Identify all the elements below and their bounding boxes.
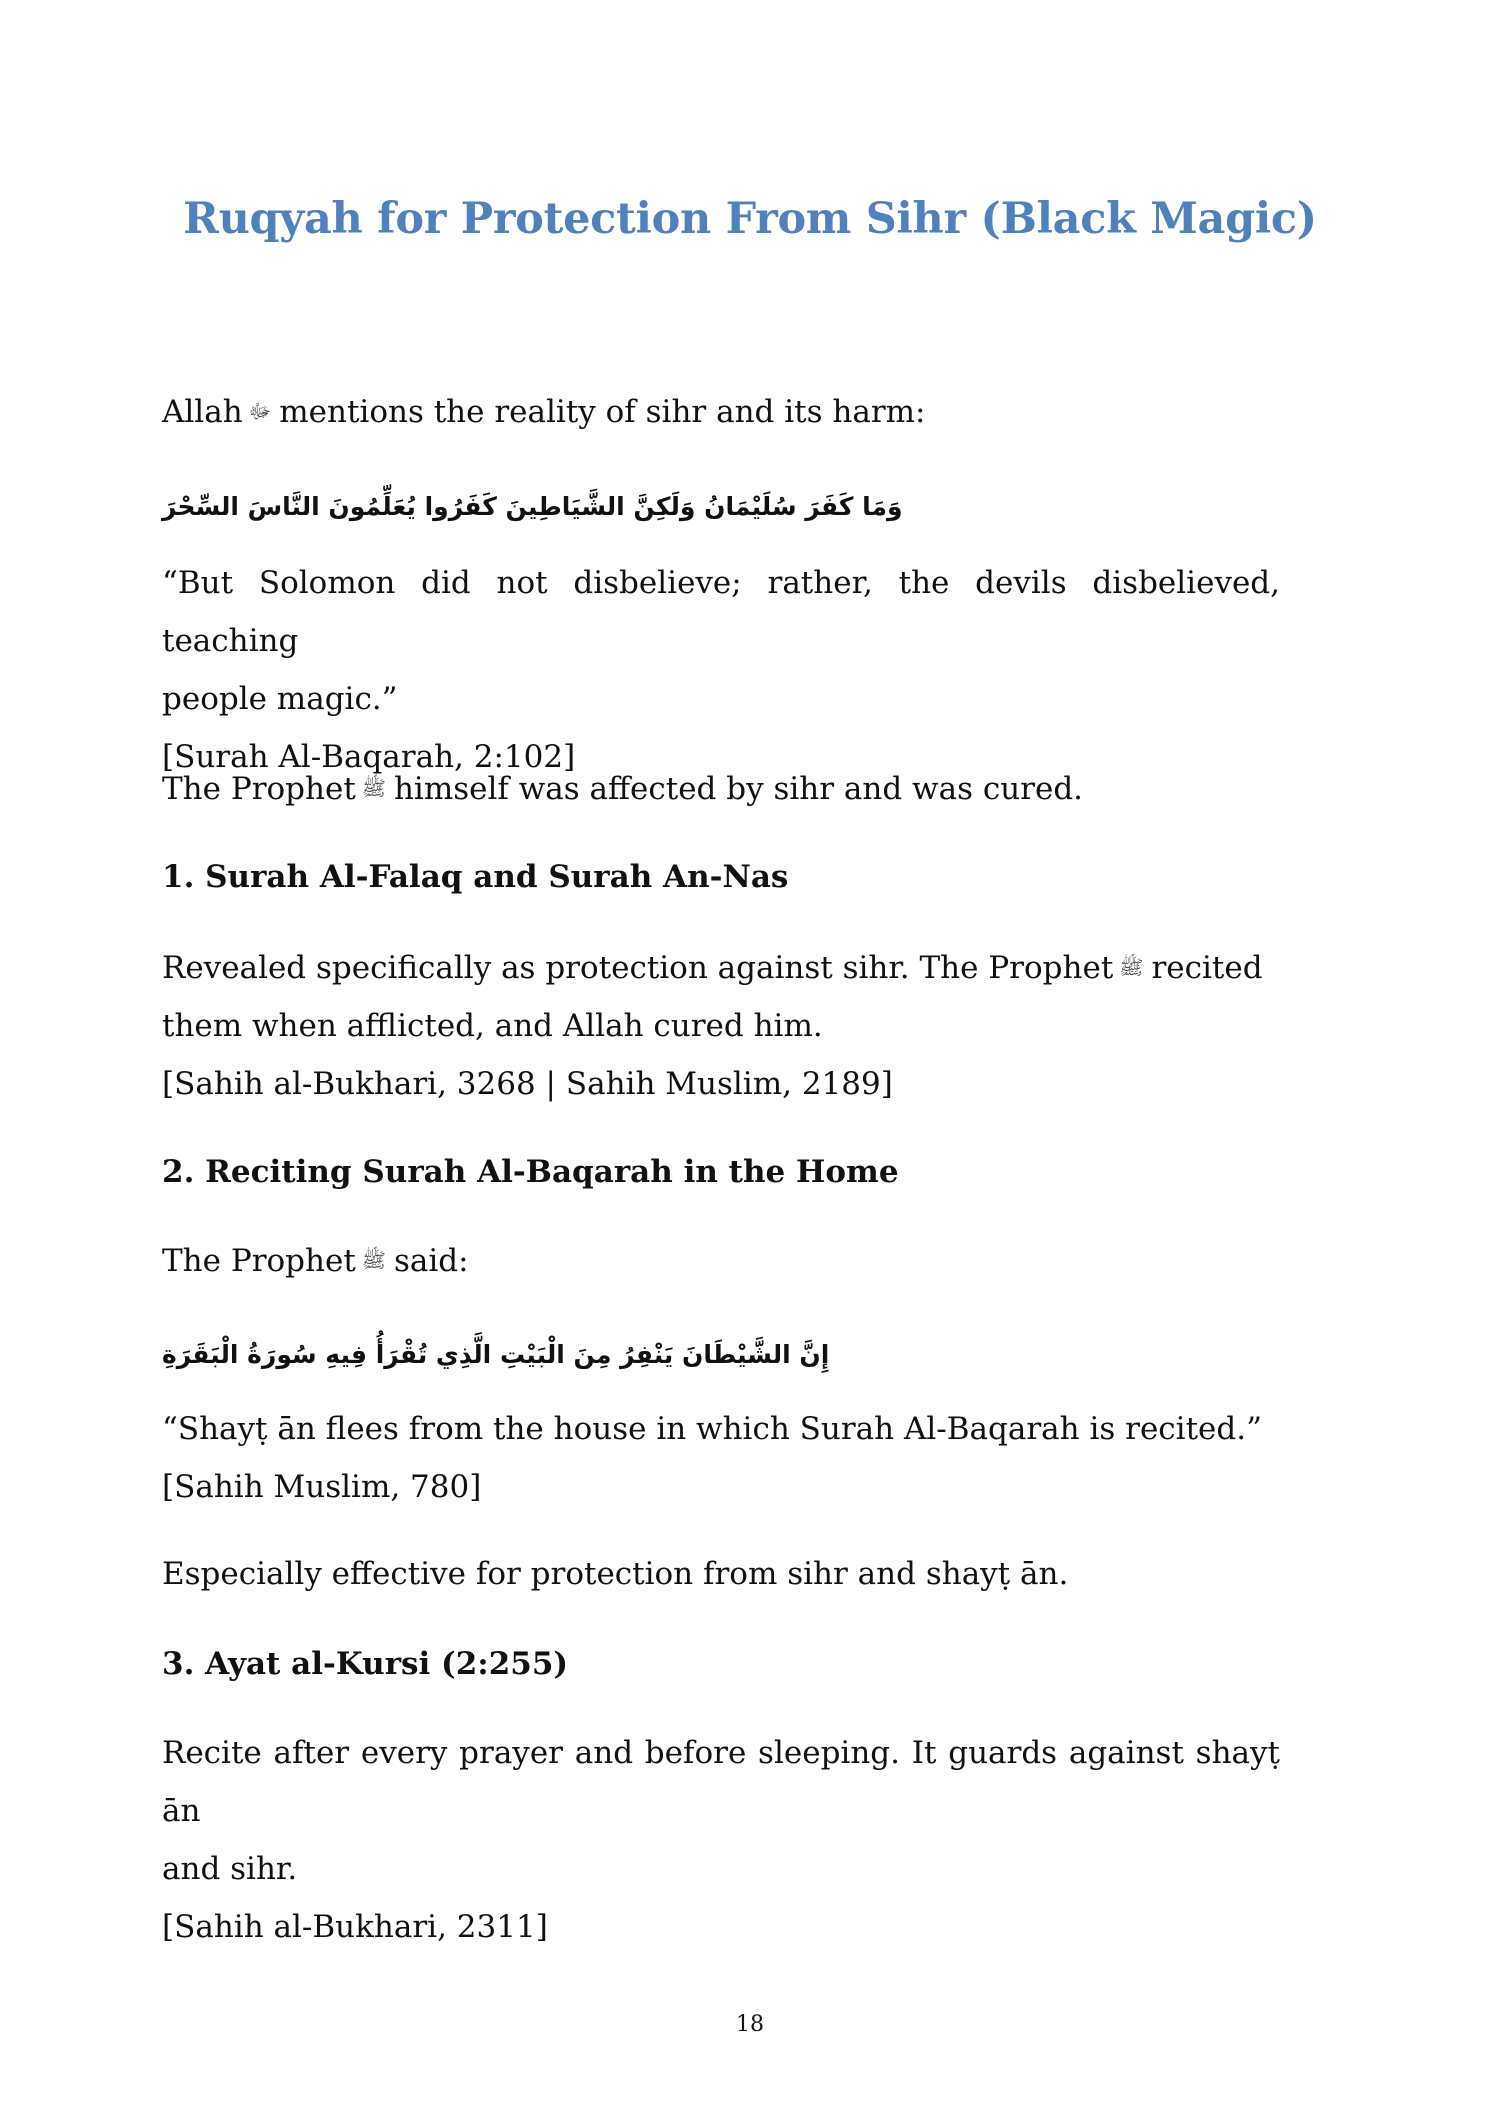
arabic-hadith: إِنَّ الشَّيْطَانَ يَنْفِرُ مِنَ الْبَيْتِ الَّذِي تُقْرَأُ فِيهِ سُورَةُ الْبَقَرَةِ	[162, 1340, 830, 1369]
section-1-text-start: Revealed specifically as protection against sihr. The Prophet	[162, 950, 1114, 986]
hadith-reference: [Sahih Muslim, 780]	[162, 1469, 482, 1505]
arabic-hadith-container	[162, 1335, 829, 1375]
prophet-text-start: The Prophet	[162, 771, 356, 807]
prophet-statement	[162, 759, 1280, 818]
arabic-verse: وَمَا كَفَرَ سُلَيْمَانُ وَلَكِنَّ الشَّيَاطِينَ كَفَرُوا يُعَلِّمُونَ النَّاسَ السِّحْرَ	[162, 492, 903, 521]
section-heading-3: 3. Ayat al-Kursi (2:255)	[162, 1646, 569, 1682]
prophet-text-end: himself was affected by sihr and was cured.	[393, 771, 1084, 807]
verse-reference: [Surah Al-Baqarah, 2:102]	[162, 739, 576, 775]
arabic-verse-container	[162, 487, 902, 527]
section-heading-1: 1. Surah Al-Falaq and Surah An-Nas	[162, 859, 789, 895]
section-1-text-end: recited	[1151, 950, 1263, 986]
section-2-intro-end: said:	[393, 1243, 469, 1279]
section-1-body	[162, 938, 1280, 1113]
section-3-body	[162, 1724, 1280, 1956]
prophet-honorific-icon: ﷺ	[1119, 955, 1144, 979]
section-1-line-2: them when afflicted, and Allah cured him.	[162, 1008, 823, 1044]
section-3-line-1: Recite after every prayer and before sleeping. It guards against shayṭ ān	[162, 1735, 1280, 1829]
section-3-line-2: and sihr.	[162, 1851, 298, 1887]
translation-line-2: people magic.”	[162, 681, 398, 717]
page-number: 18	[736, 2012, 764, 2037]
intro-paragraph	[162, 382, 1280, 441]
prophet-honorific-icon: ﷺ	[361, 776, 386, 800]
page-title: Ruqyah for Protection From Sihr (Black Magic)	[183, 194, 1317, 244]
section-3-reference: [Sahih al-Bukhari, 2311]	[162, 1909, 548, 1945]
section-heading-2: 2. Reciting Surah Al-Baqarah in the Home	[162, 1154, 899, 1190]
section-2-intro	[162, 1231, 1280, 1290]
hadith-translation: “Shayṭ ān flees from the house in which Surah Al-Baqarah is recited.”	[162, 1411, 1262, 1447]
intro-text-end: mentions the reality of sihr and its harm:	[279, 394, 926, 430]
section-2-translation	[162, 1400, 1280, 1516]
section-2-intro-start: The Prophet	[162, 1243, 356, 1279]
prophet-honorific-icon: ﷺ	[361, 1248, 386, 1272]
section-1-line-1	[162, 938, 1280, 997]
allah-honorific-icon: ﷻ	[248, 399, 272, 423]
section-2-note: Especially effective for protection from sihr and shayṭ ān.	[162, 1556, 1069, 1592]
section-1-reference: [Sahih al-Bukhari, 3268 | Sahih Muslim, 2189]	[162, 1066, 893, 1102]
intro-text-start: Allah	[162, 394, 243, 430]
verse-translation	[162, 554, 1280, 786]
translation-line-1: “But Solomon did not disbelieve; rather, the devils disbelieved, teaching	[162, 565, 1280, 659]
